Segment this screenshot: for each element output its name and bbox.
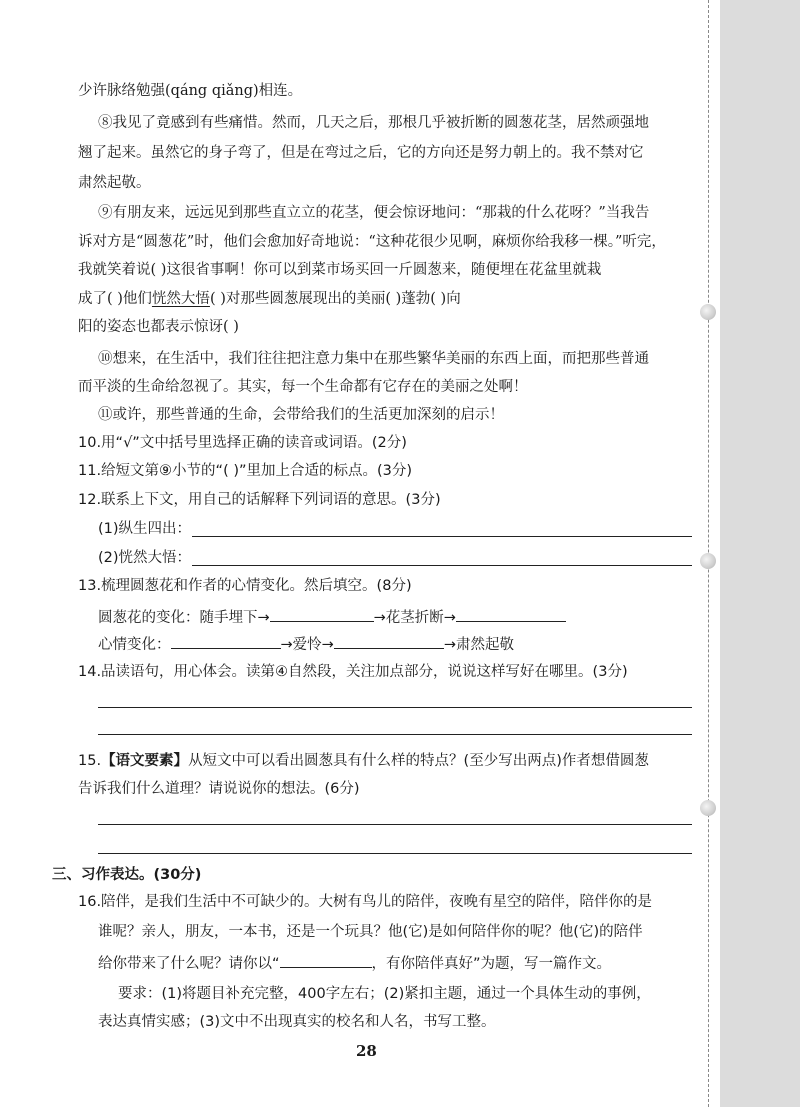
underlined-word: 恍然大悟 xyxy=(151,291,210,307)
answer-line[interactable] xyxy=(98,707,692,708)
answer-line[interactable] xyxy=(98,734,692,735)
question-13-row-1 xyxy=(98,607,566,627)
answer-line[interactable] xyxy=(192,536,692,537)
question-15-line-2: 告诉我们什么道理？请说说你的想法。(6分) xyxy=(78,781,360,797)
question-12-item-2-label: (2)恍然大悟： xyxy=(98,550,192,566)
answer-line[interactable] xyxy=(192,565,692,566)
paragraph-9-text: 成了( )他们 xyxy=(78,291,152,307)
paragraph-9-text: ( )对那些圆葱展现出的美丽( )蓬勃( )向 xyxy=(209,291,461,307)
q13-row1-start: 圆葱花的变化：随手埋下→ xyxy=(98,610,270,626)
q13-row2-end: →肃然起敬 xyxy=(443,637,514,653)
paragraph-9-line: 诉对方是“圆葱花”时，他们会愈加好奇地说：“这种花很少见啊，麻烦你给我移一棵。”听完， xyxy=(78,234,666,250)
blank-fill[interactable] xyxy=(456,607,566,622)
punch-hole-marker xyxy=(700,553,716,569)
blank-fill[interactable] xyxy=(334,634,444,649)
paragraph-11-line: ⑪或许，那些普通的生命，会带给我们的生活更加深刻的启示！ xyxy=(98,407,504,423)
binding-margin xyxy=(720,0,800,1107)
paragraph-9-line: 我就笑着说( )这很省事啊！你可以到菜市场买回一斤圆葱来，随便埋在花盆里就栽 xyxy=(78,262,602,278)
q13-row2-mid: →爱怜→ xyxy=(280,637,334,653)
question-16-line: 谁呢？亲人，朋友，一本书，还是一个玩具？他(它)是如何陪伴你的呢？他(它)的陪伴 xyxy=(98,924,643,940)
paragraph-9-line xyxy=(78,290,461,308)
requirements-line: 要求：(1)将题目补充完整，400字左右；(2)紧扣主题，通过一个具体生动的事例， xyxy=(118,986,651,1002)
page-number: 28 xyxy=(356,1042,377,1060)
passage-line: 少许脉络勉强(qáng qiǎng)相连。 xyxy=(78,83,303,99)
paragraph-10-line: 而平淡的生命给忽视了。其实，每一个生命都有它存在的美丽之处啊！ xyxy=(78,379,528,395)
paragraph-10-line: ⑩想来，在生活中，我们往往把注意力集中在那些繁华美丽的东西上面，而把那些普通 xyxy=(98,351,649,367)
section-3-title: 三、习作表达。(30分) xyxy=(52,867,202,883)
question-13: 13.梳理圆葱花和作者的心情变化。然后填空。(8分) xyxy=(78,578,412,594)
q13-row1-mid: →花茎折断→ xyxy=(373,610,456,626)
q13-row2-start: 心情变化： xyxy=(98,637,171,653)
question-16-text: ，有你陪伴真好”为题，写一篇作文。 xyxy=(371,956,612,972)
title-blank[interactable] xyxy=(280,953,372,968)
question-15 xyxy=(78,752,649,770)
answer-line[interactable] xyxy=(98,824,692,825)
question-15-number: 15. xyxy=(78,753,102,769)
blank-fill[interactable] xyxy=(270,607,374,622)
question-14: 14.品读语句，用心体会。读第④自然段，关注加点部分，说说这样写好在哪里。(3分) xyxy=(78,664,628,680)
question-15-text: 从短文中可以看出圆葱具有什么样的特点？(至少写出两点)作者想借圆葱 xyxy=(188,753,649,769)
question-12: 12.联系上下文，用自己的话解释下列词语的意思。(3分) xyxy=(78,492,441,508)
paragraph-9-line: 阳的姿态也都表示惊讶( ) xyxy=(78,319,239,335)
requirements-line: 表达真情实感；(3)文中不出现真实的校名和人名，书写工整。 xyxy=(98,1014,496,1030)
punch-hole-marker xyxy=(700,800,716,816)
question-16-text: 给你带来了什么呢？请你以“ xyxy=(98,956,280,972)
question-12-item-1-label: (1)纵生四出： xyxy=(98,521,192,537)
blank-fill[interactable] xyxy=(171,634,281,649)
punch-hole-marker xyxy=(700,304,716,320)
question-11: 11.给短文第⑨小节的“( )”里加上合适的标点。(3分) xyxy=(78,463,413,479)
paragraph-8-line: 翘了起来。虽然它的身子弯了，但是在弯过之后，它的方向还是努力朝上的。我不禁对它 xyxy=(78,145,644,161)
question-10: 10.用“√”文中括号里选择正确的读音或词语。(2分) xyxy=(78,435,407,451)
paragraph-8-line: 肃然起敬。 xyxy=(78,175,151,191)
answer-line[interactable] xyxy=(98,853,692,854)
question-15-tag: 【语文要素】 xyxy=(101,753,189,769)
question-16-line xyxy=(98,953,611,973)
question-13-row-2 xyxy=(98,634,514,654)
question-16-line: 16.陪伴，是我们生活中不可缺少的。大树有鸟儿的陪伴，夜晚有星空的陪伴，陪伴你的是 xyxy=(78,894,653,910)
paragraph-8-line: ⑧我见了竟感到有些痛惜。然而，几天之后，那根几乎被折断的圆葱花茎，居然顽强地 xyxy=(98,115,649,131)
paragraph-9-line: ⑨有朋友来，远远见到那些直立立的花茎，便会惊讶地问：“那栽的什么花呀？”当我告 xyxy=(98,205,650,221)
